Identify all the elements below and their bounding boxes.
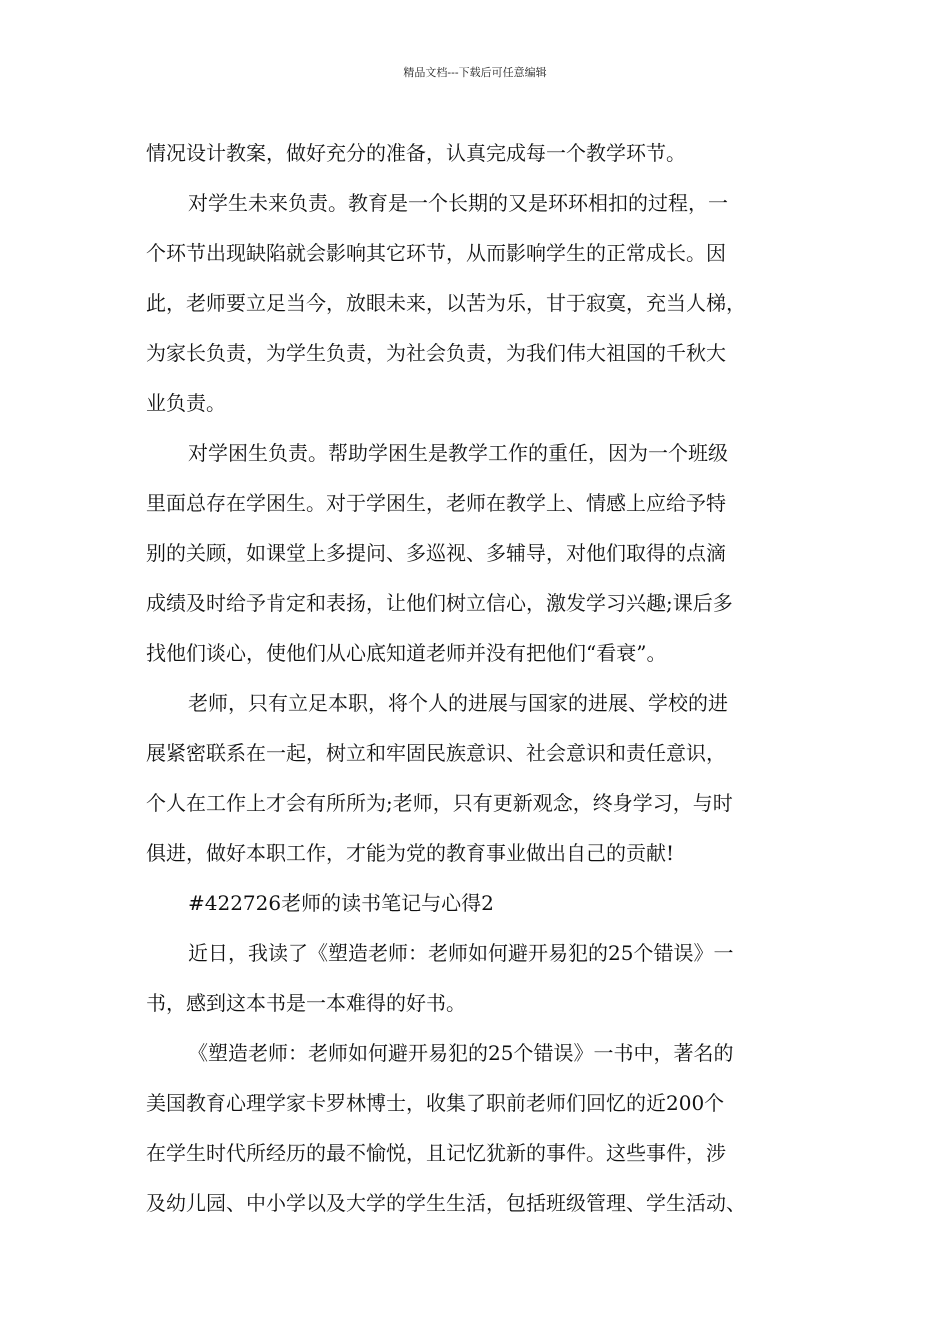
text-line: 老师，只有立足本职，将个人的进展与国家的进展、学校的进 xyxy=(188,691,728,715)
text-line: 《塑造老师：老师如何避开易犯的25个错误》一书中，著名的 xyxy=(188,1041,734,1065)
text-line: 对学困生负责。帮助学困生是教学工作的重任，因为一个班级 xyxy=(188,441,728,465)
text-line: 美国教育心理学家卡罗林博士，收集了职前老师们回忆的近200个 xyxy=(146,1091,725,1115)
text-line: 在学生时代所经历的最不愉悦，且记忆犹新的事件。这些事件，涉 xyxy=(146,1141,726,1165)
text-line: 展紧密联系在一起，树立和牢固民族意识、社会意识和责任意识， xyxy=(146,741,726,765)
text-line: 情况设计教案，做好充分的准备，认真完成每一个教学环节。 xyxy=(146,141,686,165)
text-line: 成绩及时给予肯定和表扬，让他们树立信心，激发学习兴趣;课后多 xyxy=(146,591,733,615)
text-line: 及幼儿园、中小学以及大学的学生生活，包括班级管理、学生活动、 xyxy=(146,1191,746,1215)
text-line: 俱进，做好本职工作，才能为党的教育事业做出自己的贡献! xyxy=(146,841,675,865)
text-line: 为家长负责，为学生负责，为社会负责，为我们伟大祖国的千秋大 xyxy=(146,341,726,365)
text-line: 个人在工作上才会有所所为;老师，只有更新观念，终身学习，与时 xyxy=(146,791,733,815)
text-line: 近日，我读了《塑造老师：老师如何避开易犯的25个错误》一 xyxy=(188,941,734,965)
section-heading: #422726老师的读书笔记与心得2 xyxy=(188,891,494,915)
text-line: 书，感到这本书是一本难得的好书。 xyxy=(146,991,466,1015)
document-body xyxy=(146,128,826,1228)
text-line: 对学生未来负责。教育是一个长期的又是环环相扣的过程，一 xyxy=(188,191,728,215)
text-line: 业负责。 xyxy=(146,391,226,415)
text-line: 此，老师要立足当今，放眼未来，以苦为乐，甘于寂寞，充当人梯， xyxy=(146,291,746,315)
text-line: 别的关顾，如课堂上多提问、多巡视、多辅导，对他们取得的点滴 xyxy=(146,541,726,565)
page-header: 精品文档---下载后可任意编辑 xyxy=(403,66,547,79)
text-line: 找他们谈心，使他们从心底知道老师并没有把他们“看衰”。 xyxy=(146,641,667,665)
text-line: 个环节出现缺陷就会影响其它环节，从而影响学生的正常成长。因 xyxy=(146,241,726,265)
text-line: 里面总存在学困生。对于学困生，老师在教学上、情感上应给予特 xyxy=(146,491,726,515)
